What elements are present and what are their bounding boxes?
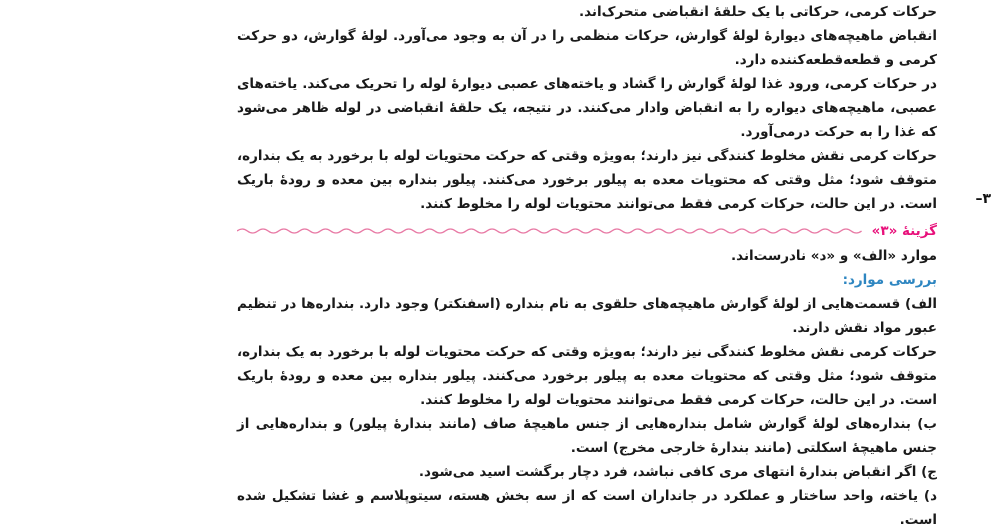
review-item-dal: د) یاخته، واحد ساختار و عملکرد در جانداران است که از سه بخش هسته، سیتوپلاسم و غشا تشکیل شده است. (237, 488, 937, 528)
review-item-jim: ج) اگر انقباض بندارهٔ انتهای مری کافی نباشد، فرد دچار برگشت اسید می‌شود. (418, 464, 937, 480)
answer-statement: موارد «الف» و «د» نادرست‌اند. (731, 248, 937, 264)
paragraph-peristalsis-mechanism: در حرکات کرمی، ورود غذا لولهٔ گوارش را گشاد و یاخته‌های عصبی دیوارهٔ لوله را تحریک می‌کند. یاخته‌های عصبی، ماهیچه‌های دیواره را به انقباض وادار می‌کنند. در نتیجه، یک حلقهٔ انقباضی در لوله ظاهر می‌شود که غذا را به حرکت درمی‌آورد. (237, 76, 937, 140)
review-item-mixing: حرکات کرمی نقش مخلوط کنندگی نیز دارند؛ به‌ویژه وقتی که حرکت محتویات لوله با برخورد به یک بنداره، متوقف شود؛ مثل وقتی که محتویات معده به پیلور برخورد می‌کنند. پیلور بنداره بین معده و رودهٔ باریک است. در این حالت، حرکات کرمی فقط می‌توانند محتویات لوله را مخلوط کنند. (237, 344, 937, 408)
review-title: بررسی موارد: (842, 272, 937, 288)
paragraph-muscle-contraction: انقباض ماهیچه‌های دیوارهٔ لولهٔ گوارش، حرکات منظمی را در آن به وجود می‌آورد. لولهٔ گوارش، دو حرکت کرمی و قطعه‌قطعه‌کننده دارد. (237, 28, 937, 68)
question-number: ۳– (975, 191, 991, 207)
review-item-be: ب) بنداره‌های لولهٔ گوارش شامل بنداره‌هایی از جنس ماهیچهٔ صاف (مانند بندارهٔ پیلور) و بنداره‌هایی از جنس ماهیچهٔ اسکلتی (مانند بندارهٔ خارجی مخرج) است. (237, 416, 937, 456)
question-header (237, 218, 937, 244)
review-item-alef: الف) قسمت‌هایی از لولهٔ گوارش ماهیچه‌های حلقوی به نام بنداره (اسفنکتر) وجود دارد. بنداره‌ها در تنظیم عبور مواد نقش دارند. (237, 296, 937, 336)
wavy-divider (237, 227, 862, 235)
answer-content (237, 0, 937, 532)
paragraph-peristalsis-definition: حرکات کرمی، حرکاتی با یک حلقهٔ انقباضی متحرک‌اند. (579, 4, 937, 20)
paragraph-mixing-role: حرکات کرمی نقش مخلوط کنندگی نیز دارند؛ به‌ویژه وقتی که حرکت محتویات لوله با برخورد به یک بنداره، متوقف شود؛ مثل وقتی که محتویات معده به پیلور برخورد می‌کنند. پیلور بنداره بین معده و رودهٔ باریک است. در این حالت، حرکات کرمی فقط می‌توانند محتویات لوله را مخلوط کنند. (237, 148, 937, 212)
option-label: گزینهٔ «۳» (871, 223, 937, 239)
